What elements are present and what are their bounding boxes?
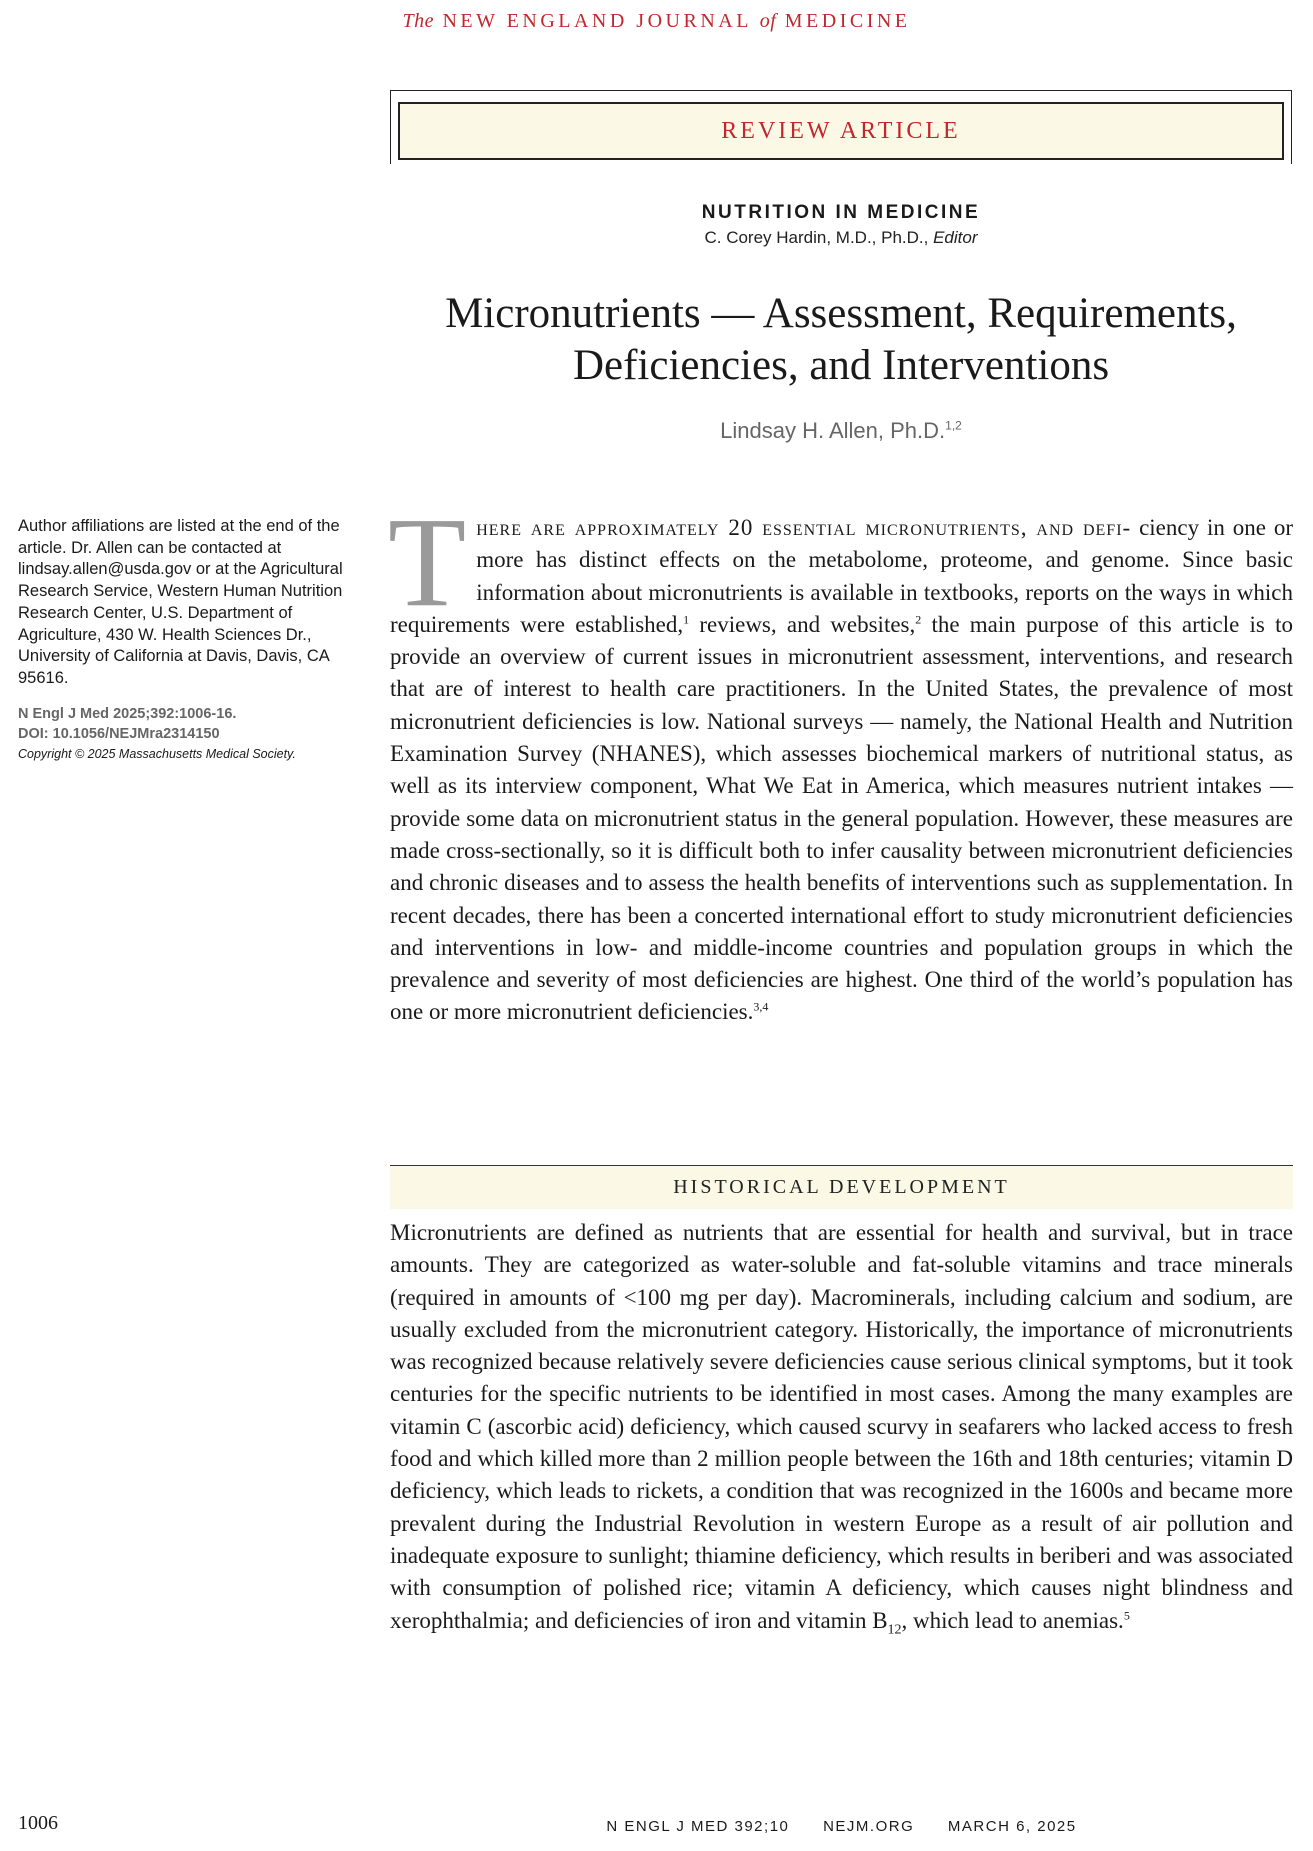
history-text-1: Micronutrients are defined as nutrients that are essential for health and survival, but in trace amounts. They are categorized as water-soluble and fat-soluble vitamins and trace minerals (required in amounts of <100 mg per day). Macrominerals, including calcium and sodium, are usually excluded from the micronutrient category. Historically, the importance of micronutrients was recognized because relatively severe deficiencies cause serious clinical symptoms, but it took centuries for the specific nutrients to be identified in most cases. Among the many examples are vitamin C (ascorbic acid) deficiency, which caused scurvy in seafarers who lacked access to fresh food and which killed more than 2 million people between the 16th and 18th centuries; vitamin D deficiency, which leads to rickets, a condition that was recognized in the 1600s and became more prevalent during the Industrial Revolution in western Europe as a result of air pollution and inadequate exposure to sunlight; thiamine deficiency, which results in beriberi and was associated with consumption of polished rice; vitamin A deficiency, which causes night blindness and xerophthalmia; and deficiencies of iron and vitamin B — [390, 1220, 1293, 1633]
intro-text-2: reviews, and websites, — [689, 611, 916, 637]
article-title: Micronutrients — Assessment, Requirements, Deficiencies, and Interventions — [445, 290, 1237, 389]
reference-marker[interactable]: 2 — [915, 612, 922, 627]
page-footer — [390, 1818, 1293, 1835]
intro-lead: here are approximately 20 essential micronutrients, and defi- — [476, 515, 1132, 540]
masthead-name-2: MEDICINE — [784, 10, 911, 32]
reference-marker[interactable]: 3,4 — [753, 999, 769, 1014]
section-title: HISTORICAL DEVELOPMENT — [673, 1176, 1010, 1198]
journal-masthead — [0, 10, 1313, 33]
intro-paragraph — [388, 491, 1294, 1029]
footer-date: MARCH 6, 2025 — [947, 1818, 1077, 1835]
sidebar — [18, 516, 368, 764]
history-paragraph — [390, 1217, 1293, 1637]
article-type-label: REVIEW ARTICLE — [721, 117, 961, 144]
section-header — [390, 1165, 1293, 1209]
footer-journal: N ENGL J MED 392;10 — [606, 1818, 790, 1835]
drop-cap: T — [388, 491, 467, 633]
copyright: Copyright © 2025 Massachusetts Medical Society. — [18, 746, 296, 761]
editor-role: Editor — [933, 228, 978, 247]
editor-name: C. Corey Hardin, M.D., Ph.D., — [704, 228, 929, 247]
masthead-of: of — [759, 10, 777, 32]
author-affiliations: Author affiliations are listed at the end of the article. Dr. Allen can be contacted at lindsay.allen@usda.gov or at the Agricultural Research Service, Western Human Nutrition Research Center, U.S. Department of Agriculture, 430 W. Health Sciences Dr., University of California at Davis, Davis, CA 95616. — [18, 517, 343, 687]
footer-site: NEJM.ORG — [823, 1818, 915, 1835]
article-type-box — [398, 102, 1284, 160]
author-affiliation-refs: 1,2 — [945, 418, 962, 433]
author-name: Lindsay H. Allen, Ph.D. — [720, 418, 946, 443]
masthead-the: The — [402, 10, 434, 32]
series-editor — [390, 228, 1292, 248]
intro-text-1: ciency in one or more has distinct effects on the metabolome, proteome, and genome. Since basic information about micronutrients is available in textbooks, reports on the ways in which requirements were established, — [390, 515, 1294, 637]
reference-marker[interactable]: 5 — [1123, 1607, 1130, 1622]
article-author — [390, 418, 1292, 444]
series-name: NUTRITION IN MEDICINE — [701, 202, 981, 223]
intro-text-3: the main purpose of this article is to provide an overview of current issues in micronutrient assessment, interventions, and research that are of interest to health care practitioners. In the United States, the prevalence of most micronutrient deficiencies is low. National surveys — namely, the National Health and Nutrition Examination Survey (NHANES), which assesses biochemical markers of nutritional status, as well as its interview component, What We Eat in America, which measures nutrient intakes — provide some data on micronutrient status in the general population. However, these measures are made cross-sectionally, so it is difficult both to infer causality between micronutrient deficiencies and chronic diseases and to assess the health benefits of interventions such as supplementation. In recent decades, there has been a concerted international effort to study micronutrient deficiencies and interventions in low- and middle-income countries and population groups in which the prevalence and severity of most deficiencies are highest. One third of the world’s population has one or more micronutrient deficiencies. — [390, 611, 1293, 1025]
masthead-name-1: NEW ENGLAND JOURNAL — [442, 10, 752, 32]
history-text-2: , which lead to anemias. — [901, 1607, 1124, 1633]
subscript: 12 — [887, 1622, 902, 1638]
citation-block — [18, 704, 368, 744]
page-number: 1006 — [18, 1812, 58, 1834]
doi: DOI: 10.1056/NEJMra2314150 — [18, 725, 220, 742]
citation: N Engl J Med 2025;392:1006-16. — [18, 705, 237, 722]
reference-marker[interactable]: 1 — [683, 612, 690, 627]
